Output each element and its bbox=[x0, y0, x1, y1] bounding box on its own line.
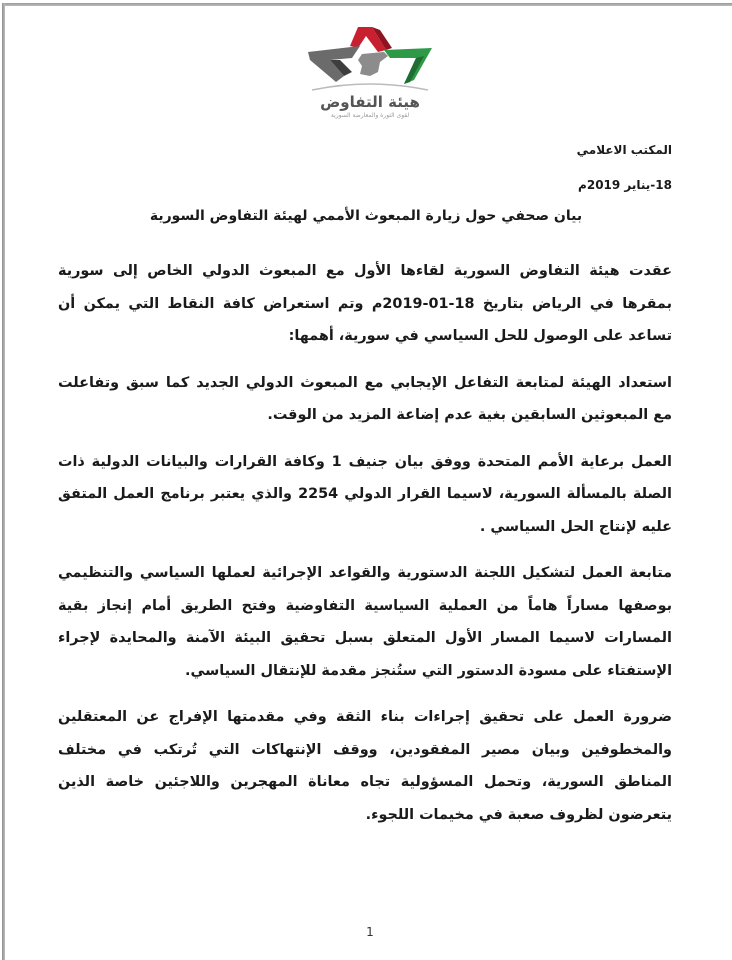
logo-subtitle: لقوى الثورة والمعارضة السورية bbox=[330, 112, 410, 119]
paragraph-point-4: ضرورة العمل على تحقيق إجراءات بناء الثقة وفي مقدمتها الإفراج عن المعتقلين والمخطوفين وبيان مصير المفقودين، ووقف الإنتهاكات التي تُرتكب في مختلف المناطق السورية، وتحمل المسؤولية تجاه معاناة المهجرين واللاجئين خاصة الذين يتعرضون لظروف صعبة في مخيمات اللجوء. bbox=[58, 709, 672, 823]
paragraph-point-3: متابعة العمل لتشكيل اللجنة الدستورية والقواعد الإجرائية لعملها السياسي والتنظيمي بوصفها مساراً هاماً من العملية السياسية التفاوضية وفتح الطريق أمام إنجاز بقية المسارات لاسيما المسار الأول المتعلق بسبل تحقيق البيئة الآمنة والمحايدة لإجراء الإستفتاء على مسودة الدستور التي ستُنجز مقدمة للإنتقال السياسي. bbox=[58, 565, 672, 679]
paragraph-point-2: العمل برعاية الأمم المتحدة ووفق بيان جنيف 1 وكافة القرارات والبيانات الدولية ذات الصلة بالمسألة السورية، لاسيما القرار الدولي 2254 والذي يعتبر برنامج العمل المتفق عليه لإنتاج الحل السياسي . bbox=[58, 453, 672, 535]
media-office-label: المكتب الاعلامي bbox=[576, 143, 672, 157]
document-body bbox=[58, 255, 672, 845]
document-date: 18-يناير 2019م bbox=[578, 178, 672, 192]
star-ribbon-logo-icon bbox=[300, 22, 440, 92]
paragraph-point-1: استعداد الهيئة لمتابعة التفاعل الإيجابي مع المبعوث الدولي الجديد كما سبق وتفاعلت مع المبعوثين السابقين بغية عدم إضاعة المزيد من الوقت. bbox=[58, 374, 672, 423]
organization-logo bbox=[300, 22, 440, 132]
page-number: 1 bbox=[366, 925, 374, 939]
paragraph-intro: عقدت هيئة التفاوض السورية لقاءها الأول مع المبعوث الدولي الخاص إلى سورية بمقرها في الرياض بتاريخ 18-01-2019م وتم استعراض كافة النقاط التي يمكن أن تساعد على الوصول للحل السياسي في سورية، أهمها: bbox=[58, 263, 672, 344]
logo-title: هيئة التفاوض bbox=[320, 93, 420, 111]
document-title: بيان صحفي حول زيارة المبعوث الأممي لهيئة التفاوض السورية bbox=[149, 208, 583, 224]
page-frame-top bbox=[2, 3, 732, 6]
page-frame-left bbox=[2, 3, 5, 960]
